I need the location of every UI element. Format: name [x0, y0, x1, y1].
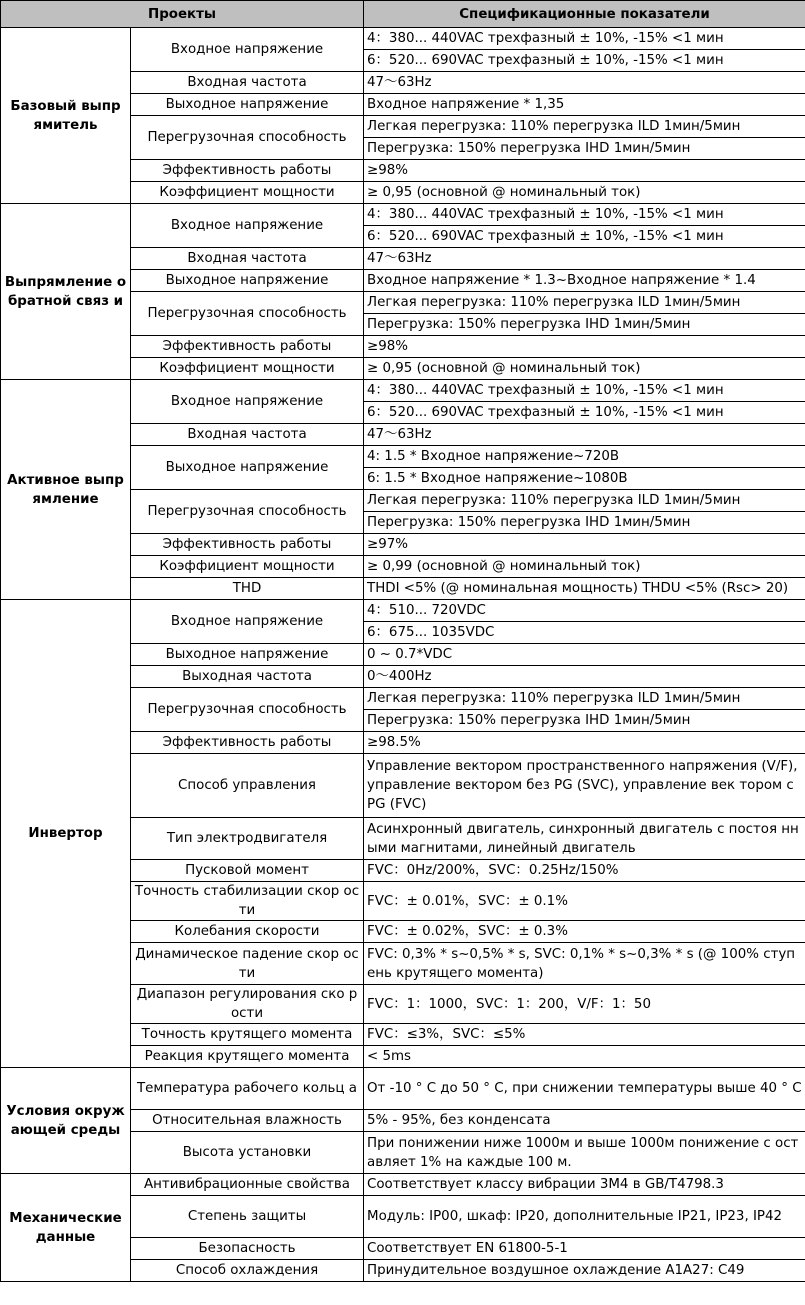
- param-label: Перегрузочная способность: [131, 688, 364, 732]
- param-label: Выходное напряжение: [131, 644, 364, 666]
- spec-value: 6：675... 1035VDC: [364, 622, 805, 644]
- spec-value: 4：380... 440VAC трехфазный ± 10%, -15% <1 мин: [364, 28, 805, 50]
- spec-value: FVC：≤3%，SVC：≤5%: [364, 1024, 805, 1046]
- spec-value: Перегрузка: 150% перегрузка IHD 1мин/5мин: [364, 314, 805, 336]
- param-label: Способ управления: [131, 754, 364, 818]
- spec-value: 6：520... 690VAC трехфазный ± 10%, -15% <1 мин: [364, 402, 805, 424]
- spec-value: 6: 1.5 * Входное напряжение~1080В: [364, 468, 805, 490]
- param-label: Входная частота: [131, 72, 364, 94]
- header-specs: Спецификационные показатели: [364, 1, 805, 28]
- param-label: Температура рабочего кольц а: [131, 1068, 364, 1110]
- spec-value: 6：520... 690VAC трехфазный ± 10%, -15% <1 мин: [364, 226, 805, 248]
- param-label: Относительная влажность: [131, 1110, 364, 1132]
- param-label: Входная частота: [131, 424, 364, 446]
- spec-value: Перегрузка: 150% перегрузка IHD 1мин/5мин: [364, 710, 805, 732]
- param-label: Способ охлаждения: [131, 1260, 364, 1282]
- spec-value: 4：510... 720VDC: [364, 600, 805, 622]
- param-label: Высота установки: [131, 1132, 364, 1174]
- spec-value: 4：380... 440VAC трехфазный ± 10%, -15% <1 мин: [364, 204, 805, 226]
- header-row: [1, 1, 805, 28]
- param-label: Точность крутящего момента: [131, 1024, 364, 1046]
- param-label: THD: [131, 578, 364, 600]
- param-label: Пусковой момент: [131, 860, 364, 882]
- table-row: [1, 600, 805, 622]
- table-row: [1, 1068, 805, 1110]
- spec-value: Легкая перегрузка: 110% перегрузка ILD 1мин/5мин: [364, 292, 805, 314]
- group-label: Базовый выпр ямитель: [1, 28, 131, 204]
- spec-value: ≥98.5%: [364, 732, 805, 754]
- param-label: Выходное напряжение: [131, 270, 364, 292]
- param-label: Перегрузочная способность: [131, 116, 364, 160]
- param-label: Входное напряжение: [131, 28, 364, 72]
- spec-value: FVC：0Hz/200%，SVC：0.25Hz/150%: [364, 860, 805, 882]
- spec-value: Перегрузка: 150% перегрузка IHD 1мин/5мин: [364, 512, 805, 534]
- param-label: Степень защиты: [131, 1196, 364, 1238]
- spec-value: ≥ 0,95 (основной @ номинальный ток): [364, 182, 805, 204]
- param-label: Динамическое падение скор ости: [131, 943, 364, 985]
- table-row: [1, 204, 805, 226]
- param-label: Диапазон регулирования ско рости: [131, 985, 364, 1024]
- header-projects: Проекты: [1, 1, 364, 28]
- spec-value: 47～63Hz: [364, 424, 805, 446]
- spec-value: Легкая перегрузка: 110% перегрузка ILD 1мин/5мин: [364, 688, 805, 710]
- param-label: Эффективность работы: [131, 732, 364, 754]
- spec-value: Асинхронный двигатель, синхронный двигатель с постоя нными магнитами, линейный двигатель: [364, 818, 805, 860]
- param-label: Выходное напряжение: [131, 94, 364, 116]
- param-label: Колебания скорости: [131, 921, 364, 943]
- param-label: Эффективность работы: [131, 534, 364, 556]
- spec-value: Перегрузка: 150% перегрузка IHD 1мин/5мин: [364, 138, 805, 160]
- spec-value: FVC：± 0.01%，SVC：± 0.1%: [364, 882, 805, 921]
- param-label: Тип электродвигателя: [131, 818, 364, 860]
- spec-value: 0 ~ 0.7*VDC: [364, 644, 805, 666]
- group-label: Активное выпр ямление: [1, 380, 131, 600]
- spec-value: ≥98%: [364, 160, 805, 182]
- spec-value: 4：380... 440VAC трехфазный ± 10%, -15% <1 мин: [364, 380, 805, 402]
- spec-value: Принудительное воздушное охлаждение A1A27: C49: [364, 1260, 805, 1282]
- spec-value: ≥98%: [364, 336, 805, 358]
- spec-value: Легкая перегрузка: 110% перегрузка ILD 1мин/5мин: [364, 116, 805, 138]
- param-label: Выходная частота: [131, 666, 364, 688]
- spec-value: 5% - 95%, без конденсата: [364, 1110, 805, 1132]
- param-label: Коэффициент мощности: [131, 358, 364, 380]
- spec-value: 6：520... 690VAC трехфазный ± 10%, -15% <1 мин: [364, 50, 805, 72]
- spec-value: Соответствует EN 61800-5-1: [364, 1238, 805, 1260]
- param-label: Реакция крутящего момента: [131, 1046, 364, 1068]
- param-label: Коэффициент мощности: [131, 556, 364, 578]
- param-label: Выходное напряжение: [131, 446, 364, 490]
- table-row: [1, 380, 805, 402]
- spec-value: ≥ 0,95 (основной @ номинальный ток): [364, 358, 805, 380]
- param-label: Перегрузочная способность: [131, 292, 364, 336]
- param-label: Входная частота: [131, 248, 364, 270]
- spec-value: FVC：1：1000，SVC：1：200，V/F：1：50: [364, 985, 805, 1024]
- group-label: Механические данные: [1, 1174, 131, 1282]
- spec-value: 0～400Hz: [364, 666, 805, 688]
- spec-value: Модуль: IP00, шкаф: IP20, дополнительные IP21, IP23, IP42: [364, 1196, 805, 1238]
- param-label: Перегрузочная способность: [131, 490, 364, 534]
- spec-value: 47～63Hz: [364, 248, 805, 270]
- param-label: Входное напряжение: [131, 204, 364, 248]
- spec-value: 47～63Hz: [364, 72, 805, 94]
- spec-value: < 5ms: [364, 1046, 805, 1068]
- spec-value: Входное напряжение * 1,35: [364, 94, 805, 116]
- param-label: Точность стабилизации скор ости: [131, 882, 364, 921]
- group-label: Выпрямление обратной связ и: [1, 204, 131, 380]
- param-label: Антивибрационные свойства: [131, 1174, 364, 1196]
- spec-value: Соответствует классу вибрации 3M4 в GB/T4798.3: [364, 1174, 805, 1196]
- table-row: [1, 1174, 805, 1196]
- spec-value: Управление вектором пространственного напряжения (V/F), управление вектором без PG (SVC), управление век тором с PG (FVC): [364, 754, 805, 818]
- spec-value: FVC: 0,3% * s~0,5% * s, SVC: 0,1% * s~0,3% * s (@ 100% ступ ень крутящего момента): [364, 943, 805, 985]
- group-label: Инвертор: [1, 600, 131, 1068]
- spec-value: Входное напряжение * 1.3~Входное напряжение * 1.4: [364, 270, 805, 292]
- spec-value: От -10 ° C до 50 ° C, при снижении температуры выше 40 ° C: [364, 1068, 805, 1110]
- spec-value: ≥97%: [364, 534, 805, 556]
- spec-value: FVC：± 0.02%，SVC：± 0.3%: [364, 921, 805, 943]
- spec-value: 4: 1.5 * Входное напряжение~720В: [364, 446, 805, 468]
- spec-value: При понижении ниже 1000м и выше 1000м понижение с оставляет 1% на каждые 100 м.: [364, 1132, 805, 1174]
- param-label: Эффективность работы: [131, 336, 364, 358]
- spec-value: Легкая перегрузка: 110% перегрузка ILD 1мин/5мин: [364, 490, 805, 512]
- param-label: Коэффициент мощности: [131, 182, 364, 204]
- param-label: Входное напряжение: [131, 380, 364, 424]
- param-label: Эффективность работы: [131, 160, 364, 182]
- table-row: [1, 28, 805, 50]
- param-label: Входное напряжение: [131, 600, 364, 644]
- param-label: Безопасность: [131, 1238, 364, 1260]
- spec-value: ≥ 0,99 (основной @ номинальный ток): [364, 556, 805, 578]
- spec-value: THDI <5% (@ номинальная мощность) THDU <5% (Rsc> 20): [364, 578, 805, 600]
- group-label: Условия окруж ающей среды: [1, 1068, 131, 1174]
